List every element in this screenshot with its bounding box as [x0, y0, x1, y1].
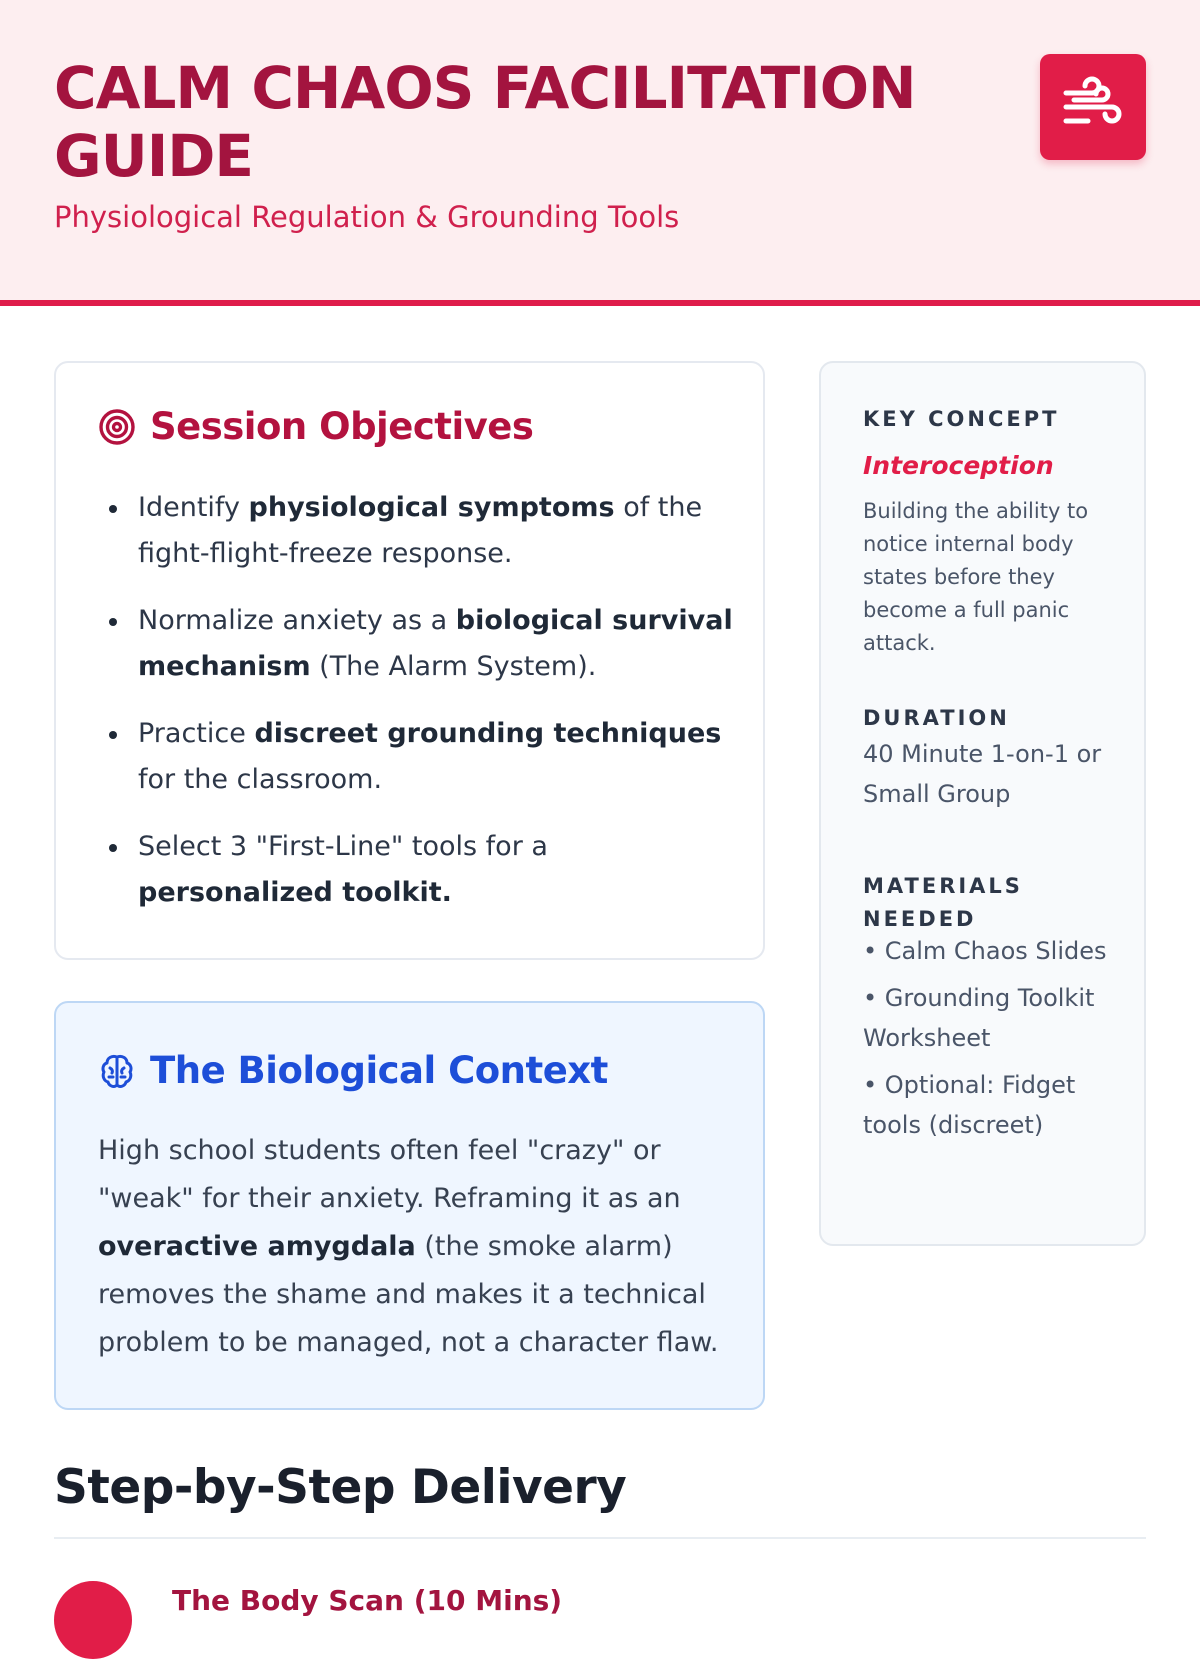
duration-label: DURATION: [863, 706, 1010, 730]
materials-label: MATERIALS NEEDED: [863, 874, 1023, 931]
steps-heading: Step-by-Step Delivery: [54, 1460, 627, 1515]
session-objectives-card: [54, 361, 765, 960]
step-number-badge: [54, 1581, 132, 1659]
page-title: CALM CHAOS FACILITATION GUIDE: [54, 54, 916, 190]
objectives-header: [98, 405, 533, 448]
duration-value: 40 Minute 1-on-1 or Small Group: [863, 740, 1102, 808]
key-concept-term: Interoception: [863, 451, 1054, 480]
list-item: • Grounding Toolkit Worksheet: [863, 984, 1095, 1052]
objectives-heading: Session Objectives: [150, 405, 534, 448]
objectives-list: [138, 485, 738, 937]
divider: [54, 1537, 1146, 1539]
list-item: Practice discreet grounding techniques for the classroom.: [138, 711, 738, 803]
step-title: The Body Scan (10 Mins): [172, 1584, 563, 1617]
list-item: • Optional: Fidget tools (discreet): [863, 1071, 1076, 1139]
brain-icon: [98, 1052, 136, 1090]
biology-heading: The Biological Context: [150, 1049, 608, 1092]
header-banner: [0, 0, 1200, 306]
key-concept-label: KEY CONCEPT: [863, 407, 1060, 431]
list-item: Select 3 "First-Line" tools for a personalized toolkit.: [138, 824, 738, 916]
biological-context-card: [54, 1001, 765, 1410]
biology-text: High school students often feel "crazy" or "weak" for their anxiety. Reframing it as an overactive amygdala (the smoke alarm) removes the shame and makes it a technical problem to be managed, not a character flaw.: [98, 1135, 719, 1358]
key-concept-description: Building the ability to notice internal body states before they become a full panic attack.: [863, 499, 1089, 655]
info-sidebar: [819, 361, 1146, 1246]
list-item: Normalize anxiety as a biological survival mechanism (The Alarm System).: [138, 598, 738, 690]
wind-icon: [1062, 83, 1124, 131]
list-item: Identify physiological symptoms of the fight-flight-freeze response.: [138, 485, 738, 577]
page-subtitle: Physiological Regulation & Grounding Tools: [54, 200, 680, 234]
list-item: • Calm Chaos Slides: [863, 937, 1107, 965]
target-icon: [98, 408, 136, 446]
materials-list: [863, 931, 1113, 1152]
biology-header: [98, 1049, 608, 1092]
logo-badge: [1040, 54, 1146, 160]
